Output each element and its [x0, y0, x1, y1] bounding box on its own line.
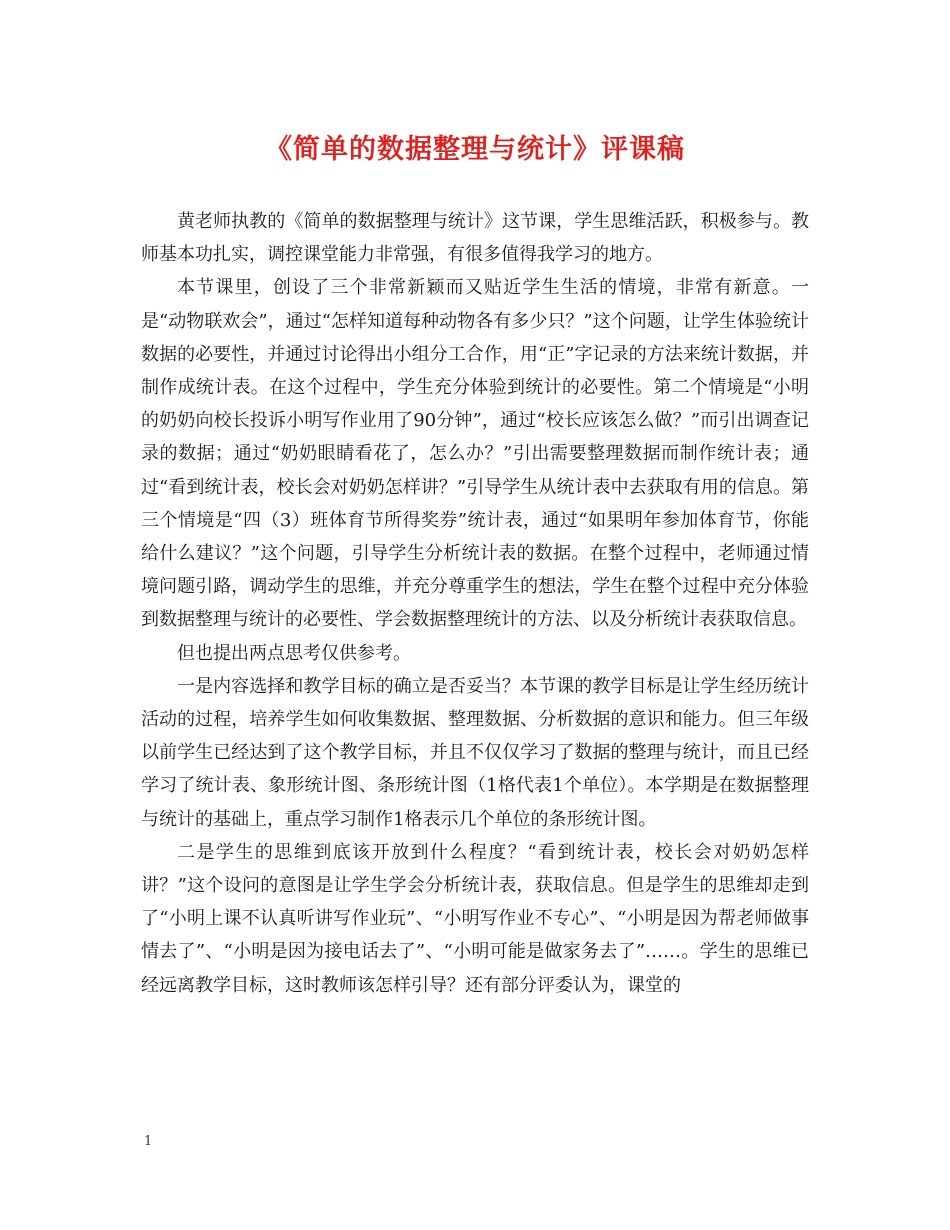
paragraph: 二是学生的思维到底该开放到什么程度？“看到统计表，校长会对奶奶怎样讲？”这个设问的意图是让学生学会分析统计表，获取信息。但是学生的思维却走到了“小明上课不认真听讲写作业玩”、“小明写作业不专心”、“小明是因为帮老师做事情去了”、“小明是因为接电话去了”、“小明可能是做家务去了”……。学生的思维已经远离教学目标，这时教师该怎样引导？还有部分评委认为，课堂的 — [141, 841, 809, 996]
page-number: 1 — [144, 1134, 153, 1149]
paragraph: 黄老师执教的《简单的数据整理与统计》这节课，学生思维活跃，积极参与。教师基本功扎实，调控课堂能力非常强，有很多值得我学习的地方。 — [141, 211, 809, 266]
document-body — [141, 205, 809, 1002]
paragraph: 一是内容选择和教学目标的确立是否妥当？本节课的教学目标是让学生经历统计活动的过程，培养学生如何收集数据、整理数据、分析数据的意识和能力。但三年级以前学生已经达到了这个教学目标，并且不仅仅学习了数据的整理与统计，而且已经学习了统计表、象形统计图、条形统计图（1格代表1个单位）。本学期是在数据整理与统计的基础上，重点学习制作1格表示几个单位的条形统计图。 — [141, 675, 809, 830]
paragraph: 但也提出两点思考仅供参考。 — [177, 642, 411, 664]
paragraph: 本节课里，创设了三个非常新颖而又贴近学生生活的情境，非常有新意。一是“动物联欢会”，通过“怎样知道每种动物各有多少只？”这个问题，让学生体验统计数据的必要性，并通过讨论得出小组分工合作，用“正”字记录的方法来统计数据，并制作成统计表。在这个过程中，学生充分体验到统计的必要性。第二个情境是“小明的奶奶向校长投诉小明写作业用了90分钟”，通过“校长应该怎么做？”而引出调查记录的数据；通过“奶奶眼睛看花了，怎么办？”引出需要整理数据而制作统计表；通过“看到统计表，校长会对奶奶怎样讲？”引导学生从统计表中去获取有用的信息。第三个情境是“四（3）班体育节所得奖券”统计表，通过“如果明年参加体育节，你能给什么建议？”这个问题，引导学生分析统计表的数据。在整个过程中，老师通过情境问题引路，调动学生的思维，并充分尊重学生的想法，学生在整个过程中充分体验到数据整理与统计的必要性、学会数据整理统计的方法、以及分析统计表获取信息。 — [141, 277, 809, 631]
document-title: 《简单的数据整理与统计》评课稿 — [265, 134, 685, 165]
